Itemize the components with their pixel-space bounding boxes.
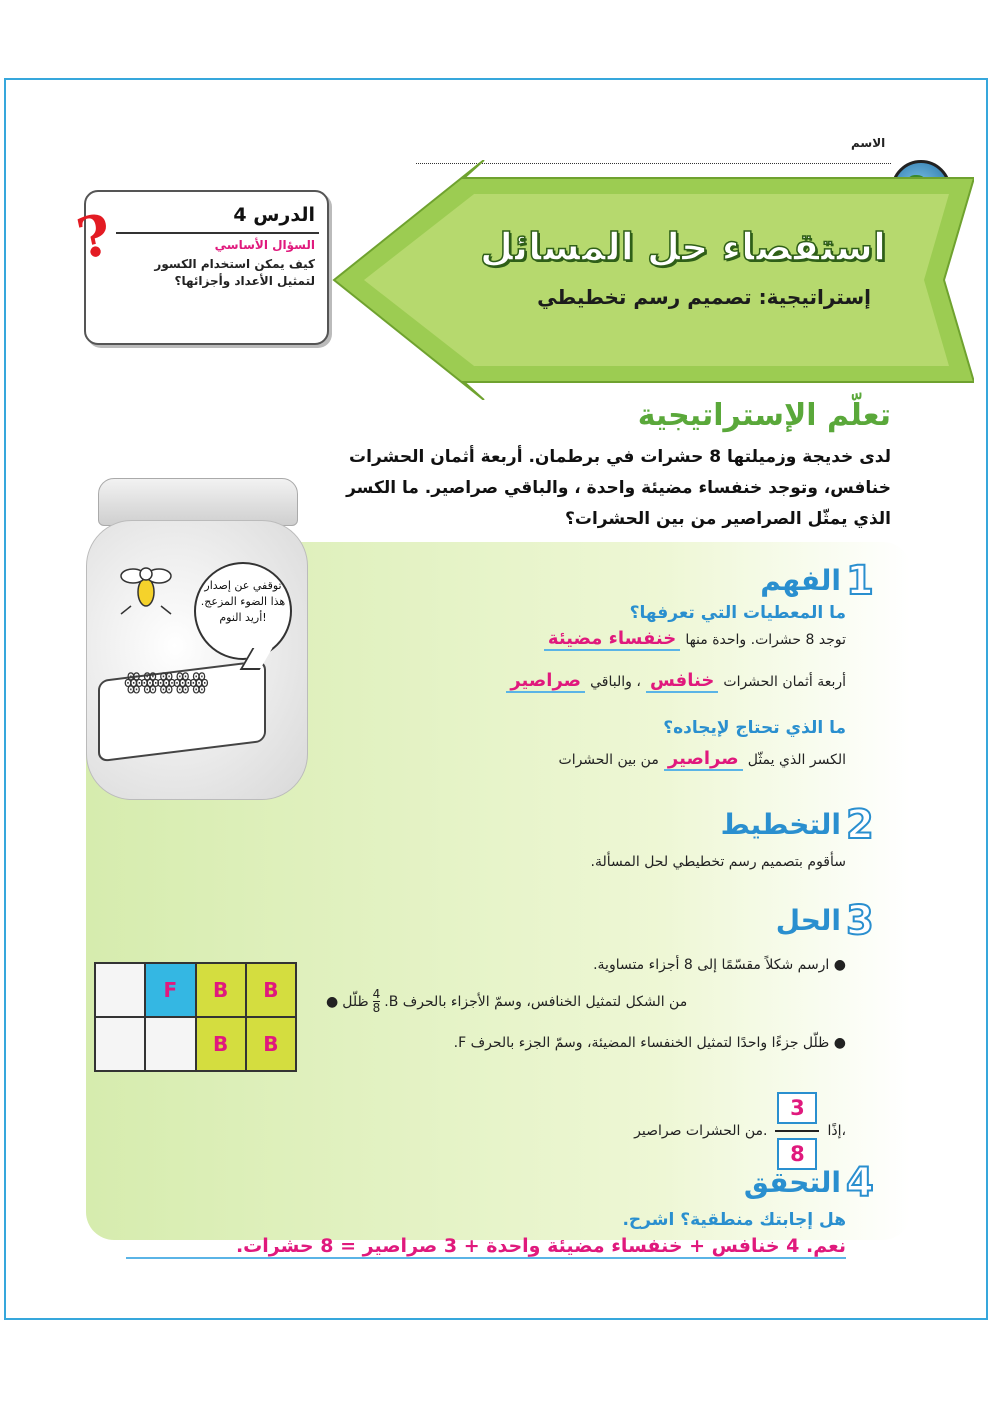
step-1-line-2 bbox=[306, 670, 846, 691]
step-2-title: التخطيط bbox=[720, 808, 841, 841]
grid-cell bbox=[96, 964, 144, 1016]
firefly-icon bbox=[111, 550, 181, 620]
solve-bullet-3: ● ظلّل جزءًا واحدًا لتمثيل الخنفساء المضيئة، وسمّ الجزء بالحرف F. bbox=[453, 1035, 846, 1051]
grid-cell-beetle: B bbox=[247, 1018, 295, 1070]
step-4-title: التحقق bbox=[743, 1166, 841, 1199]
page-subtitle: إستراتيجية: تصميم رسم تخطيطي bbox=[537, 285, 871, 309]
answer-cockroaches[interactable]: صراصير bbox=[506, 670, 585, 693]
inline-fraction-denominator: 8 bbox=[372, 1001, 381, 1015]
step-1-question-2: ما الذي تحتاج لإيجاده؟ bbox=[663, 718, 846, 738]
step-1-line-2-text: أربعة أثمان الحشرات bbox=[723, 674, 846, 690]
solve-bullet-2 bbox=[326, 988, 846, 1015]
solve-so: إذًا، bbox=[827, 1123, 846, 1139]
grid-cell-beetle: B bbox=[197, 1018, 245, 1070]
step-4-answer: نعم. 4 خنافس + خنفساء مضيئة واحدة + 3 صراصير = 8 حشرات. bbox=[235, 1235, 846, 1257]
side-copyright bbox=[950, 960, 964, 1260]
grid-cell bbox=[96, 1018, 144, 1070]
solve-bullet-2-post: من الشكل لتمثيل الخنافس، وسمّ الأجزاء بالحرف B. bbox=[384, 993, 688, 1010]
essential-question-label: السؤال الأساسي bbox=[214, 238, 315, 252]
step-1-line-3-text: الكسر الذي يمثّل bbox=[747, 752, 846, 768]
solve-bullet-2-pre: ظلّل bbox=[342, 993, 369, 1010]
question-mark-icon: ? bbox=[71, 201, 118, 273]
grid-cell-firefly: F bbox=[146, 964, 194, 1016]
fraction-denominator-box[interactable]: 8 bbox=[777, 1138, 817, 1170]
solve-bullet-3-text: ظلّل جزءًا واحدًا لتمثيل الخنفساء المضيئة، وسمّ الجزء بالحرف F. bbox=[453, 1035, 830, 1051]
step-1-number: 1 bbox=[846, 558, 874, 604]
page-title: استقصاء حل المسائل bbox=[479, 225, 886, 269]
step-1-title: الفهم bbox=[760, 564, 841, 597]
fraction-grid bbox=[94, 962, 297, 1072]
speech-bubble: توقفي عن إصدار هذا الضوء المزعج. أريد النوم! bbox=[194, 562, 292, 660]
answer-fraction bbox=[775, 1092, 819, 1170]
step-1-line-3 bbox=[306, 748, 846, 769]
step-3-number: 3 bbox=[846, 898, 874, 944]
step-1-line-1 bbox=[306, 628, 846, 649]
fraction-bar bbox=[775, 1130, 819, 1132]
step-1-line-2-mid: ، والباقي bbox=[590, 674, 641, 690]
worksheet-page bbox=[4, 78, 988, 1320]
fraction-numerator-box[interactable]: 3 bbox=[777, 1092, 817, 1124]
step-2-text: سأقوم بتصميم رسم تخطيطي لحل المسألة. bbox=[590, 854, 846, 870]
step-4-answer-line[interactable] bbox=[126, 1235, 846, 1259]
solve-bullet-1-text: ارسم شكلاً مقسّمًا إلى 8 أجزاء متساوية. bbox=[593, 957, 830, 973]
essential-question-text: كيف يمكن استخدام الكسور لتمثيل الأعداد وأجزائها؟ bbox=[154, 257, 315, 288]
step-4-number: 4 bbox=[846, 1160, 874, 1206]
learn-strategy-heading: تعلّم الإستراتيجية bbox=[637, 398, 891, 433]
inline-fraction-numerator: 4 bbox=[372, 987, 381, 1001]
solve-bullet-1: ● ارسم شكلاً مقسّمًا إلى 8 أجزاء متساوية. bbox=[593, 957, 846, 973]
lesson-number: الدرس 4 bbox=[233, 204, 315, 226]
answer-firefly[interactable]: خنفساء مضيئة bbox=[544, 628, 680, 651]
solve-so-post: من الحشرات صراصير. bbox=[634, 1123, 768, 1139]
step-4-question: هل إجابتك منطقية؟ اشرح. bbox=[622, 1210, 846, 1230]
step-3-title: الحل bbox=[775, 904, 841, 937]
answer-cockroaches-fraction[interactable]: صراصير bbox=[664, 748, 743, 771]
card-divider bbox=[116, 232, 319, 234]
problem-intro: لدى خديجة وزميلتها 8 حشرات في برطمان. أربعة أثمان الحشرات خنافس، وتوجد خنفساء مضيئة واحدة ، والباقي صراصير. ما الكسر الذي يمثّل الصراصير من بين الحشرات؟ bbox=[346, 447, 891, 529]
bullet-dot: ● bbox=[326, 993, 339, 1010]
lesson-card bbox=[71, 190, 329, 345]
inline-fraction bbox=[373, 988, 381, 1015]
solve-conclusion bbox=[566, 1092, 846, 1170]
grid-cell-beetle: B bbox=[197, 964, 245, 1016]
name-label: الاسم bbox=[851, 136, 886, 150]
step-1-line-1-text: توجد 8 حشرات. واحدة منها bbox=[685, 632, 846, 648]
step-1-question-1: ما المعطيات التي تعرفها؟ bbox=[629, 603, 846, 623]
step-2-number: 2 bbox=[846, 802, 874, 848]
jar-lid bbox=[98, 478, 298, 526]
grid-cell-beetle: B bbox=[247, 964, 295, 1016]
step-1-line-3-post: من بين الحشرات bbox=[558, 752, 659, 768]
grid-cell bbox=[146, 1018, 194, 1070]
answer-beetles[interactable]: خنافس bbox=[646, 670, 718, 693]
bugs-icon: ꙮꙮꙮꙮꙮ bbox=[124, 670, 206, 695]
